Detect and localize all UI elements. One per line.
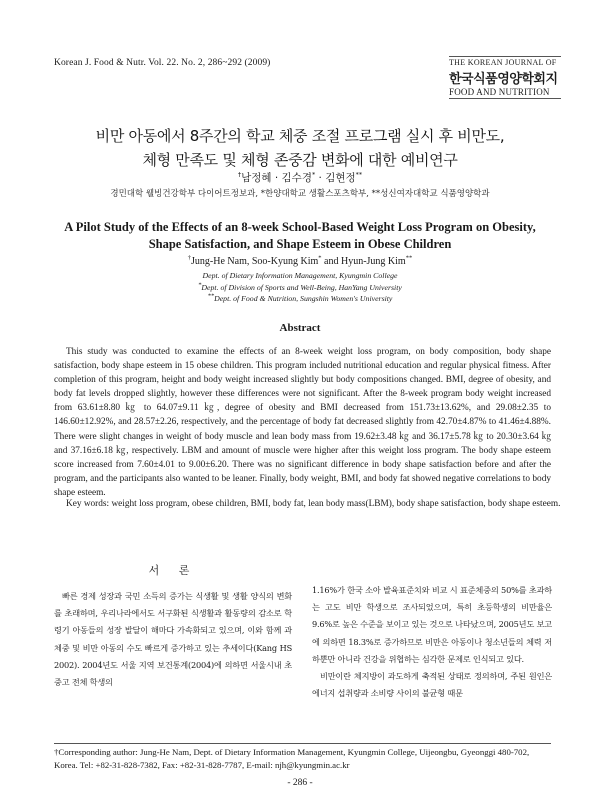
right-column <box>312 582 552 702</box>
korean-title <box>40 124 560 172</box>
korean-affiliations: 경민대학 웰빙건강학부 다이어트정보과, *한양대학교 생활스포츠학부, **성신여자대학교 식품영양학과 <box>110 189 490 199</box>
footnote-divider <box>54 743 551 744</box>
korean-author-2: 김수경 <box>281 172 312 184</box>
abstract-heading: Abstract <box>279 322 321 334</box>
english-authors <box>40 256 560 267</box>
affiliation-text: Dept. of Dietary Information Management, Kyungmin College <box>202 271 398 280</box>
english-title-line-2: Shape Satisfaction, and Shape Esteem in Obese Children <box>148 237 452 251</box>
korean-title-line-2: 체형 만족도 및 체형 존중감 변화에 대한 예비연구 <box>142 151 458 169</box>
english-affiliations <box>40 270 560 305</box>
author-mark: ** <box>355 170 363 179</box>
page-number: - 286 - <box>287 778 313 788</box>
english-title <box>40 219 560 253</box>
affiliation-line <box>40 282 560 294</box>
intro-paragraph-left: 빠른 경제 성장과 국민 소득의 증가는 식생활 및 생활 양식의 변화를 초래하며, 우리나라에서도 서구화된 식생활과 활동량의 감소로 학령기 아동들의 성장 발달이 해마다 가속화되고 있으며, 이와 함께 과체중 및 비만 아동의 수도 빠르게 증가하고 있는 추세이다(Kang HS 2002). 2004년도 서울 지역 보건통계(2004)에 의하면 서울시내 초중고 전체 학생의 <box>54 591 292 688</box>
author-separator: · <box>315 172 326 184</box>
journal-citation: Korean J. Food & Nutr. Vol. 22. No. 2, 286~292 (2009) <box>54 58 271 68</box>
intro-paragraph-right-1: 1.16%가 한국 소아 발육표준치와 비교 시 표준체중의 50%를 초과하는 고도 비만 학생으로 조사되었으며, 특히 초등학생의 비만율은 9.6%로 높은 수준을 보이고 있는 것으로 나타났으며, 2005년도 보고에 의하면 18.3%로 증가하므로 비만은 아동이나 청소년들의 체력 저하뿐만 아니라 건강을 위협하는 심각한 문제로 인식되고 있다. <box>312 585 552 664</box>
english-title-line-1: A Pilot Study of the Effects of an 8-week School-Based Weight Loss Program on Obesity, <box>64 220 536 234</box>
corresponding-author-footnote: †Corresponding author: Jung-He Nam, Dept. of Dietary Information Management, Kyungmin College, Uijeongbu, Gyeonggi 480-702, Korea. Tel: +82-31-828-7382, Fax: +82-31-828-7787, E-mail: njh@kyungmin.ac.kr <box>54 747 530 770</box>
affiliation-line <box>40 293 560 305</box>
korean-author-3: 김현정 <box>325 172 356 184</box>
intro-paragraph-right-2: 비만이란 체지방이 과도하게 축적된 상태로 정의하며, 주된 원인은 에너지 섭취량과 소비량 사이의 불균형 때문 <box>312 671 552 699</box>
english-author-3: Hyun-Jung Kim <box>340 256 406 267</box>
author-mark: † <box>187 254 192 262</box>
journal-logo-english-bottom: FOOD AND NUTRITION <box>449 87 561 99</box>
author-mark: * <box>318 254 322 262</box>
abstract-body: This study was conducted to examine the effects of an 8-week weight loss program, on body composition, body shape satisfaction, body shape esteem in 15 obese children. This program included nutritional education and regular physical fitness. After completion of this program, height and body weight increased slightly but body compositions changed. BMI, degree of obesity, and body fat levels dropped slightly, however these differences were not significant. After the 8-week program body weight increased from 63.61±8.80 ㎏ to 64.07±9.11 ㎏, degree of obesity and BMI decreased from 151.73±13.62%, and 29.08±2.35 to 146.60±12.92%, and 28.57±2.26, respectively, and the percentage of body fat decreased slightly from 42.70±4.87% to 41.46±4.88%. There were slight changes in weight of body muscle and lean body mass from 19.62±3.48 ㎏ and 36.17±5.78 ㎏ to 20.30±3.64 ㎏ and 37.16±6.18 ㎏, respectively. LBM and amount of muscle were higher after this weight loss program. The body shape esteem score increased from 7.60±4.01 to 9.00±6.20. There was no significant difference in body shape satisfaction before and after the program, and the participants also wanted to be leaner. Finally, body weight, BMI, and body fat showed negative correlations to body shape esteem. <box>54 347 551 498</box>
author-mark: ** <box>405 254 413 262</box>
english-author-1: Jung-He Nam, <box>191 256 252 267</box>
author-mark: † <box>237 170 242 179</box>
journal-logo-korean: 한국식품영양학회지 <box>449 72 558 87</box>
korean-authors <box>40 170 560 185</box>
keywords: Key words: weight loss program, obese children, BMI, body fat, lean body mass(LBM), body shape satisfaction, body shape esteem. <box>66 499 561 509</box>
korean-author-1: 남정혜 <box>241 172 272 184</box>
author-separator: · <box>271 172 282 184</box>
author-mark: * <box>311 170 316 179</box>
affiliation-line <box>40 270 560 282</box>
journal-logo-english-top: THE KOREAN JOURNAL OF <box>449 56 561 67</box>
left-column <box>54 564 292 691</box>
journal-logo <box>449 56 561 99</box>
affiliation-text: Dept. of Division of Sports and Well-Being, HanYang University <box>201 282 402 292</box>
korean-title-line-1: 비만 아동에서 8주간의 학교 체중 조절 프로그램 실시 후 비만도, <box>95 127 505 145</box>
author-conjunction: and <box>321 256 341 267</box>
english-author-2: Soo-Kyung Kim <box>251 256 319 267</box>
section-heading-introduction: 서 론 <box>148 564 198 577</box>
affiliation-text: Dept. of Food & Nutrition, Sungshin Women's University <box>214 294 393 303</box>
affiliation-mark: * <box>198 280 202 288</box>
affiliation-mark: ** <box>207 292 215 300</box>
